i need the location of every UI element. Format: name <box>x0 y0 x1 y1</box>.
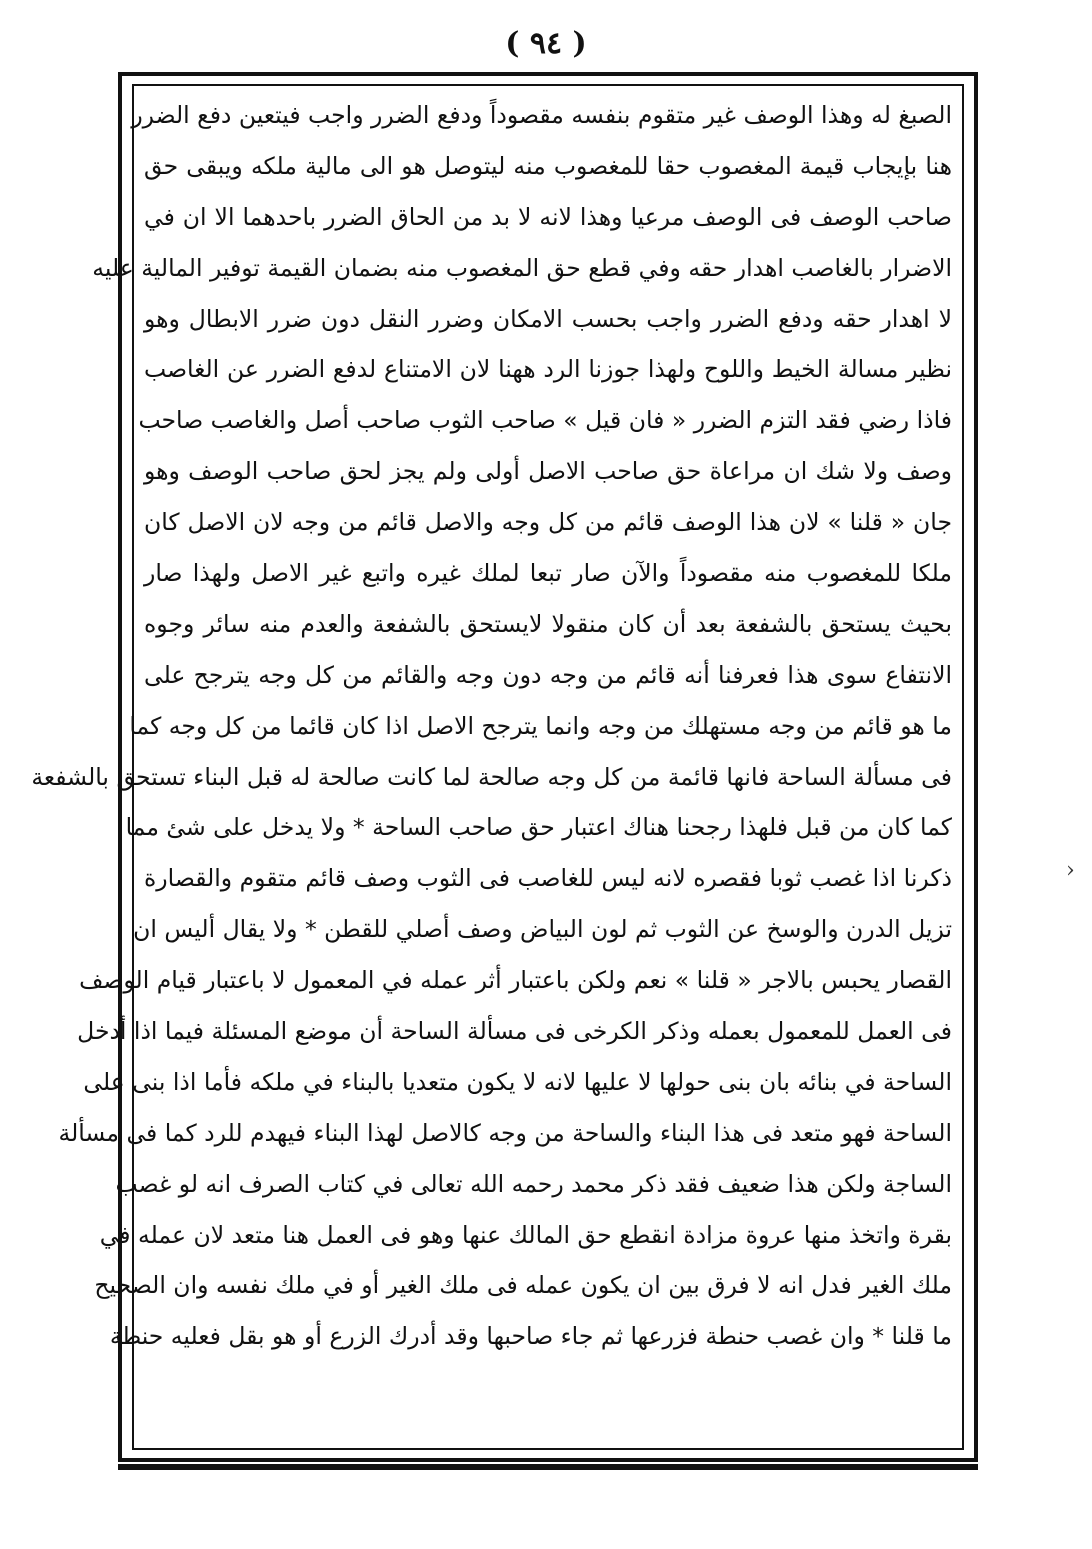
text-line: بحيث يستحق بالشفعة بعد أن كان منقولا لايستحق بالشفعة والعدم منه سائر وجوه <box>144 609 952 638</box>
text-line: ما هو قائم من وجه مستهلك من وجه وانما يترجح الاصل اذا كان قائما من كل وجه كما <box>129 711 952 740</box>
text-line: نظير مسالة الخيط واللوح ولهذا جوزنا الرد ههنا لان الامتناع لدفع الضرر عن الغاصب <box>144 355 952 384</box>
text-line: تزيل الدرن والوسخ عن الثوب ثم لون البياض وصف أصلي للقطن * ولا يقال أليس ان <box>133 915 952 944</box>
text-line: بقرة واتخذ منها عروة مزادة انقطع حق المالك عنها وهو فى العمل هنا متعد لان عمله في <box>99 1220 952 1249</box>
text-line: الساحة فهو متعد فى هذا البناء والساحة من وجه كالاصل لهذا البناء فيهدم للرد كما فى مسألة <box>58 1118 952 1147</box>
page-frame <box>31 72 978 1462</box>
text-line: هنا بإيجاب قيمة المغصوب حقا للمغصوب منه ليتوصل هو الى مالية ملكه ويبقى حق <box>144 151 952 180</box>
text-line: الساحة في بنائه بان بنى حولها لا عليها لانه لا يكون متعديا بالبناء في ملكه فأما اذا بنى على <box>83 1067 952 1096</box>
text-line: وصف ولا شك ان مراعاة حق صاحب الاصل أولى ولم يجز لحق صاحب الوصف وهو <box>144 457 952 486</box>
text-line: فى العمل للمعمول بعمله وذكر الكرخى فى مسألة الساحة أن موضع المسئلة فيما اذا أدخل <box>77 1017 952 1046</box>
text-line: القصار يحبس بالاجر « قلنا » نعم ولكن باعتبار أثر عمله في المعمول لا باعتبار قيام الوصف <box>79 966 952 995</box>
text-line: فاذا رضي فقد التزم الضرر « فان قيل » صاحب الثوب صاحب أصل والغاصب صاحب <box>138 406 952 435</box>
text-line: الساجة ولكن هذا ضعيف فقد ذكر محمد رحمه الله تعالى في كتاب الصرف انه لو غصب <box>115 1169 952 1198</box>
text-line: لا اهدار حقه ودفع الضرر واجب بحسب الامكان وضرر النقل دون ضرر الابطال وهو <box>144 304 952 333</box>
margin-mark: › <box>1066 858 1075 883</box>
text-line: ما قلنا * وان غصب حنطة فزرعها ثم جاء صاحبها وقد أدرك الزرع أو هو بقل فعليه حنطة <box>109 1322 952 1351</box>
text-line: الانتفاع سوى هذا فعرفنا أنه قائم من وجه دون وجه والقائم من كل وجه يترجح على <box>144 660 952 689</box>
text-line: فى مسألة الساحة فانها قائمة من كل وجه صالحة لما كانت صالحة له قبل البناء تستحق بالشفعة <box>31 762 952 791</box>
text-line: جان « قلنا » لان هذا الوصف قائم من كل وجه والاصل قائم من وجه لان الاصل كان <box>144 508 952 537</box>
text-line: الصبغ له وهذا الوصف غير متقوم بنفسه مقصوداً ودفع الضرر واجب فيتعين دفع الضرر <box>131 101 952 129</box>
text-line: ملكا للمغصوب منه مقصوداً والآن صار تبعا لملك غيره واتبع غير الاصل ولهذا صار <box>144 559 952 588</box>
page-number: ( ٩٤ ) <box>505 26 587 61</box>
text-line: صاحب الوصف فى الوصف مرعيا وهذا لانه لا بد من الحاق الضرر باحدهما الا ان في <box>144 202 952 231</box>
text-line: كما كان من قبل فلهذا رجحنا هناك اعتبار حق صاحب الساحة * ولا يدخل على شئ مما <box>125 813 952 842</box>
text-line: ملك الغير فدل انه لا فرق بين ان يكون عمله فى ملك الغير أو في ملك نفسه وان الصحيح <box>94 1271 952 1300</box>
text-line: ذكرنا اذا غصب ثوبا فقصره لانه ليس للغاصب فى الثوب وصف قائم متقوم والقصارة <box>144 864 952 893</box>
text-line: الاضرار بالغاصب اهدار حقه وفي قطع حق المغصوب منه بضمان القيمة توفير المالية عليه <box>92 253 952 282</box>
body-text <box>31 90 952 1362</box>
